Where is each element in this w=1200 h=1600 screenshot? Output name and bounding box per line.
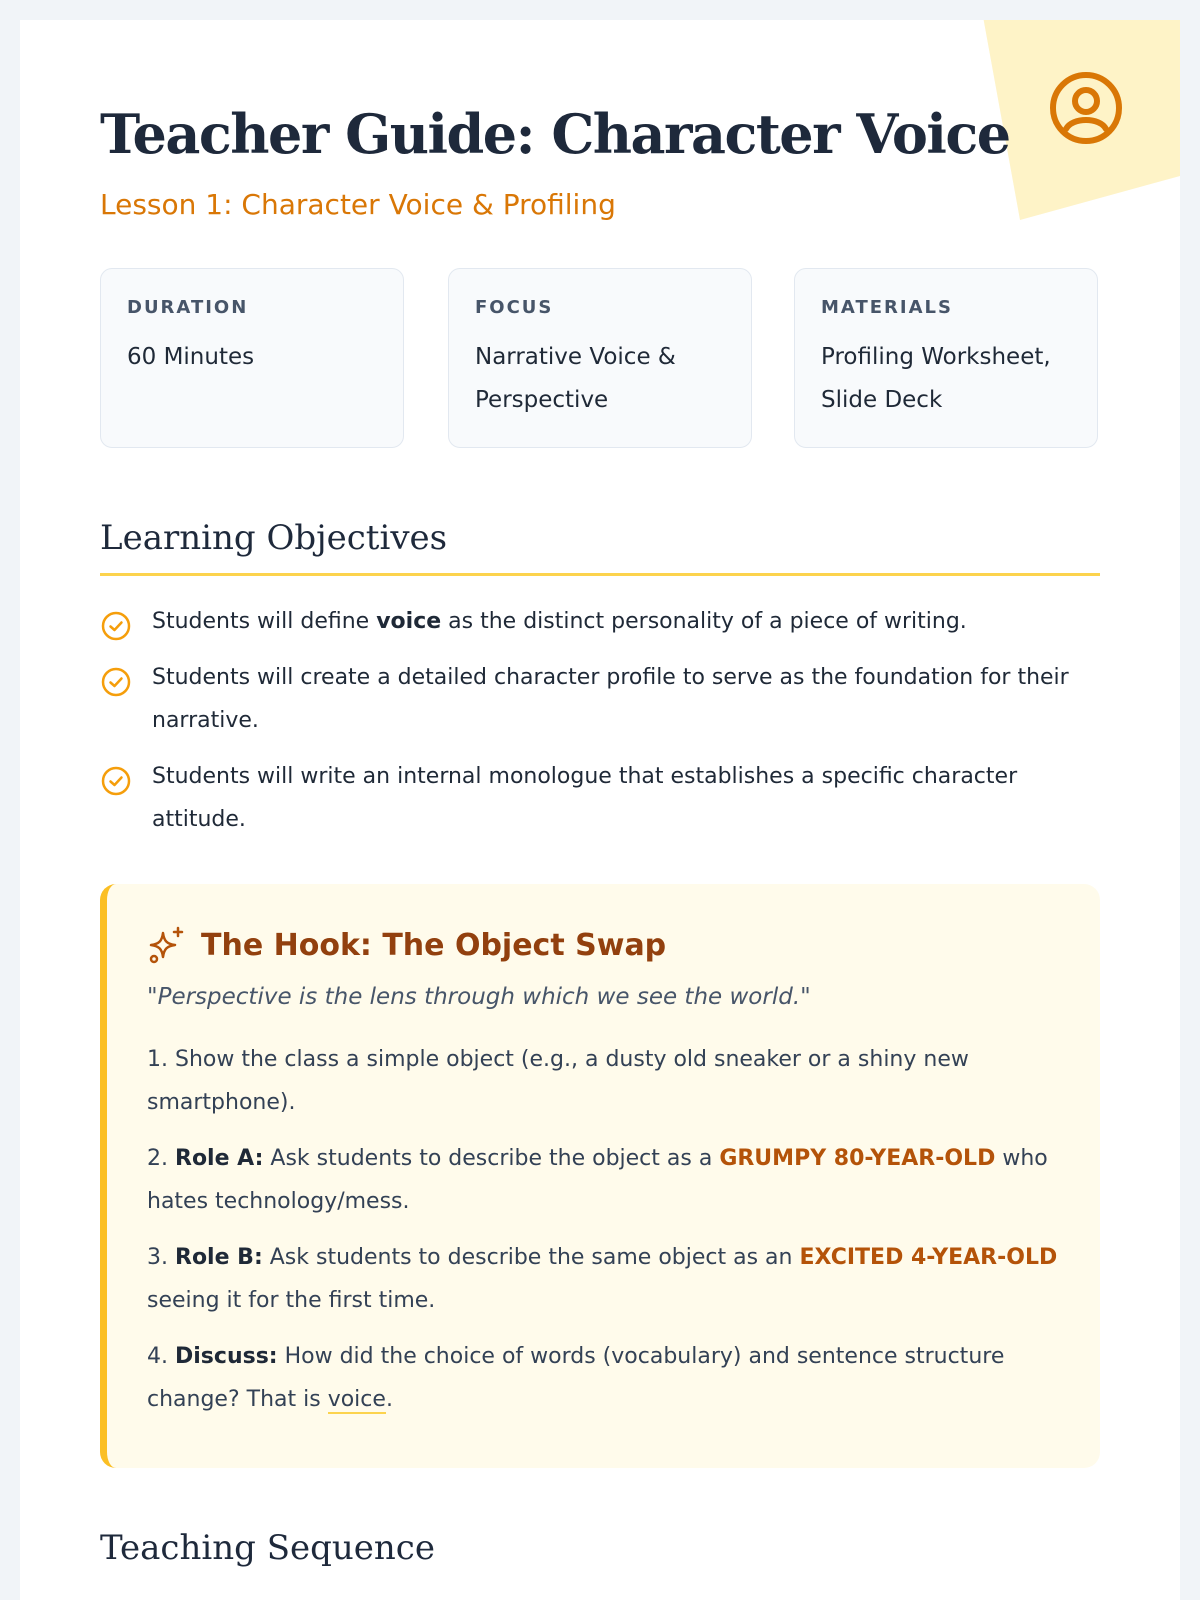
step-number: 3. xyxy=(147,1245,168,1270)
objective-text-pre: Students will define xyxy=(152,609,377,634)
materials-value: Profiling Worksheet, Slide Deck xyxy=(821,344,1051,413)
hook-quote: "Perspective is the lens through which we see the world." xyxy=(147,984,811,1010)
teacher-guide-page xyxy=(20,20,1180,1600)
step-label: Discuss: xyxy=(175,1344,278,1369)
focus-card xyxy=(448,268,752,448)
check-circle-icon xyxy=(100,666,132,698)
step-text: How did the choice of words (vocabulary) and sentence structure change? That is xyxy=(147,1344,1005,1412)
step-text: Ask students to describe the object as a xyxy=(270,1146,713,1171)
step-highlight: GRUMPY 80-YEAR-OLD xyxy=(719,1146,996,1171)
duration-card xyxy=(100,268,404,448)
page-subtitle: Lesson 1: Character Voice & Profiling xyxy=(100,188,616,221)
objective-item xyxy=(100,600,1100,643)
focus-label: FOCUS xyxy=(475,297,554,318)
check-circle-icon xyxy=(100,765,132,797)
hook-step-3 xyxy=(147,1236,1060,1322)
sparkles-icon xyxy=(147,925,187,965)
objective-text-post: as the distinct personality of a piece of writing. xyxy=(441,609,967,634)
step-label: Role A: xyxy=(175,1146,264,1171)
objectives-list xyxy=(100,600,1100,854)
hook-callout xyxy=(100,884,1100,1468)
step-text-end: . xyxy=(385,1387,393,1412)
focus-value: Narrative Voice & Perspective xyxy=(475,344,676,413)
page-title: Teacher Guide: Character Voice xyxy=(100,102,1010,166)
voice-term: voice xyxy=(327,1387,386,1412)
duration-label: DURATION xyxy=(127,297,249,318)
info-cards xyxy=(100,268,1100,450)
hook-step-4 xyxy=(147,1335,1060,1421)
sequence-heading: Teaching Sequence xyxy=(100,1528,435,1568)
user-circle-icon xyxy=(1048,70,1124,146)
objective-keyword: voice xyxy=(376,609,442,634)
hook-step-1: 1. Show the class a simple object (e.g., a dusty old sneaker or a shiny new smartphone). xyxy=(147,1047,969,1115)
objectives-rule xyxy=(100,573,1100,576)
step-text: Ask students to describe the same object as an xyxy=(269,1245,793,1270)
objectives-heading: Learning Objectives xyxy=(100,518,448,558)
step-text-end: who hates technology/mess. xyxy=(147,1146,1048,1214)
objective-item xyxy=(100,755,1100,841)
step-number: 4. xyxy=(147,1344,168,1369)
step-number: 2. xyxy=(147,1146,168,1171)
hook-steps xyxy=(147,1038,1060,1421)
hook-step-2 xyxy=(147,1137,1060,1223)
step-text-end: seeing it for the first time. xyxy=(147,1288,436,1313)
hook-header xyxy=(147,920,1060,970)
materials-label: MATERIALS xyxy=(821,297,953,318)
duration-value: 60 Minutes xyxy=(127,344,255,370)
objective-text: Students will create a detailed character profile to serve as the foundation for their narrative. xyxy=(152,665,1069,733)
hook-title: The Hook: The Object Swap xyxy=(201,927,667,963)
step-highlight: EXCITED 4-YEAR-OLD xyxy=(799,1245,1058,1270)
step-label: Role B: xyxy=(175,1245,263,1270)
objective-text: Students will write an internal monologue that establishes a specific character attitude. xyxy=(152,764,1018,832)
check-circle-icon xyxy=(100,610,132,642)
objective-item xyxy=(100,656,1100,742)
materials-card xyxy=(794,268,1098,448)
